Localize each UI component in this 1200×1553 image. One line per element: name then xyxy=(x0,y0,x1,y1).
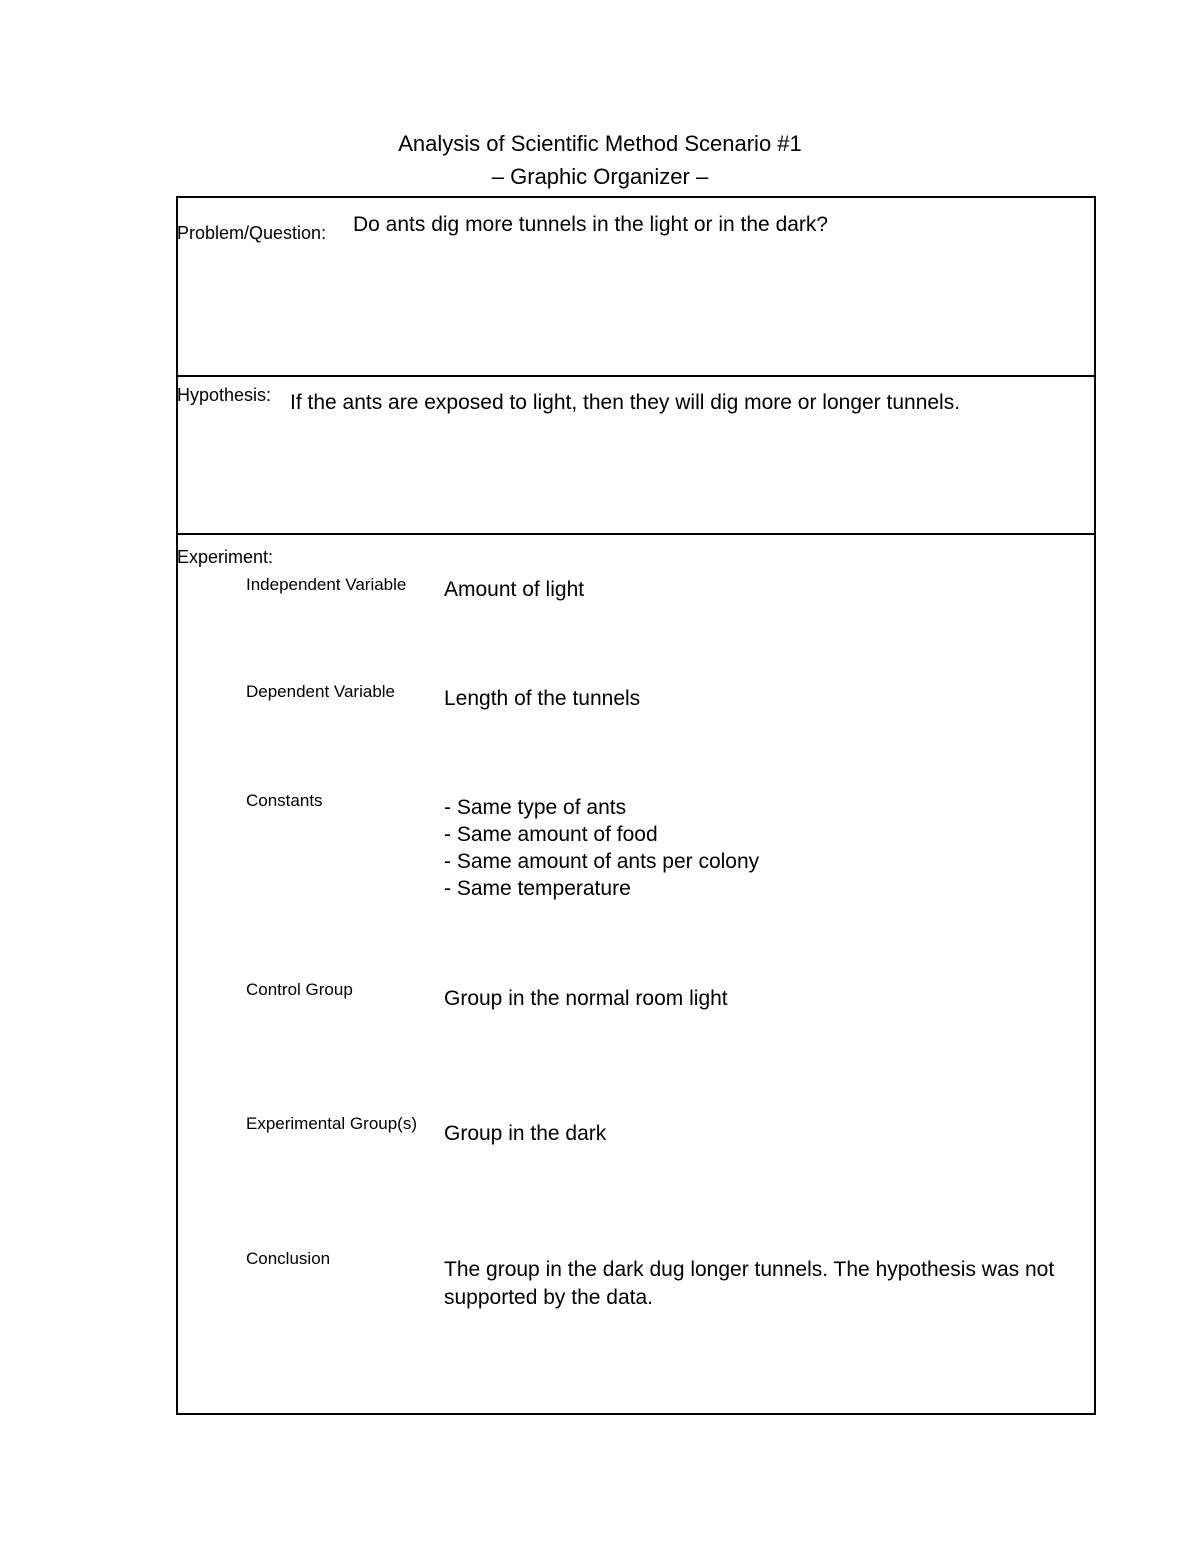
experiment-label: Experiment: xyxy=(177,547,274,567)
conclusion-answer: The group in the dark dug longer tunnels. The hypothesis was not supported by the data. xyxy=(444,1258,1055,1309)
constant-item: - Same amount of ants per colony xyxy=(444,850,760,873)
constants-list xyxy=(444,794,759,902)
constant-item: - Same amount of food xyxy=(444,823,658,846)
control-group-label: Control Group xyxy=(246,980,353,999)
page-title: Analysis of Scientific Method Scenario #1 xyxy=(398,131,802,156)
hypothesis-label: Hypothesis: xyxy=(177,385,272,405)
hypothesis-answer: If the ants are exposed to light, then they will dig more or longer tunnels. xyxy=(290,391,961,414)
problem-answer: Do ants dig more tunnels in the light or in the dark? xyxy=(353,213,829,236)
independent-variable-answer: Amount of light xyxy=(444,578,585,601)
conclusion-label: Conclusion xyxy=(246,1249,331,1268)
experimental-group-answer: Group in the dark xyxy=(444,1122,607,1145)
control-group-answer: Group in the normal room light xyxy=(444,987,728,1010)
page-subtitle: – Graphic Organizer – xyxy=(491,164,709,189)
dependent-variable-answer: Length of the tunnels xyxy=(444,687,641,710)
constant-item: - Same type of ants xyxy=(444,796,627,819)
independent-variable-label: Independent Variable xyxy=(246,575,407,594)
experimental-group-label: Experimental Group(s) xyxy=(246,1114,418,1133)
constant-item: - Same temperature xyxy=(444,877,631,900)
problem-label: Problem/Question: xyxy=(177,223,327,243)
constants-label: Constants xyxy=(246,791,323,810)
dependent-variable-label: Dependent Variable xyxy=(246,682,396,701)
